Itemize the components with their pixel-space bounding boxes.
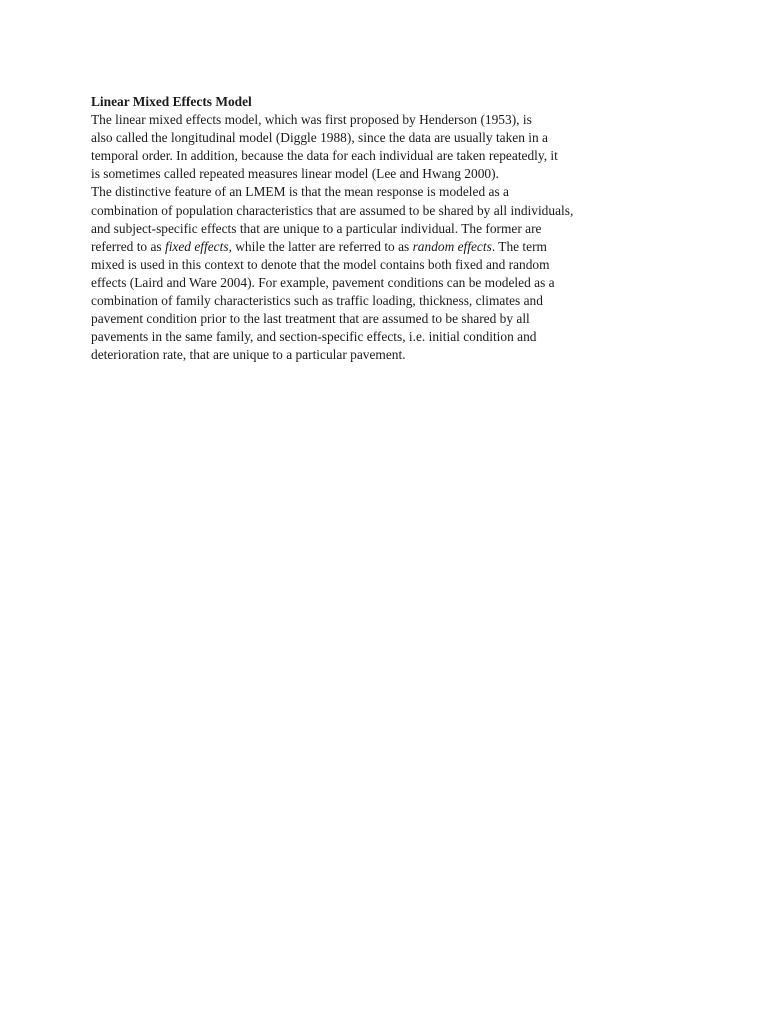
paragraph-2-line-10: deterioration rate, that are unique to a particular pavement. (91, 347, 406, 363)
paragraph-1-line-2: also called the longitudinal model (Diggle 1988), since the data are usually taken in a (91, 130, 549, 146)
paragraph-2-line-8: pavement condition prior to the last treatment that are assumed to be shared by all (91, 311, 530, 327)
paragraph-1 (91, 111, 651, 183)
paragraph-2-line-2: combination of population characteristics that are assumed to be shared by all individuals, (91, 202, 574, 218)
document-page (91, 93, 651, 364)
paragraph-2-line-1: The distinctive feature of an LMEM is that the mean response is modeled as a (91, 184, 509, 200)
paragraph-2-line-4 (91, 238, 651, 256)
paragraph-2 (91, 183, 651, 364)
line-4-text-c: . The term (491, 238, 547, 254)
paragraph-1-line-3: temporal order. In addition, because the data for each individual are taken repeatedly, it (91, 148, 558, 164)
document-title: Linear Mixed Effects Model (91, 94, 252, 109)
paragraph-2-line-6: effects (Laird and Ware 2004). For example, pavement conditions can be modeled as a (91, 274, 555, 290)
paragraph-1-line-4: is sometimes called repeated measures linear model (Lee and Hwang 2000). (91, 166, 499, 182)
paragraph-2-line-5: mixed is used in this context to denote that the model contains both fixed and random (91, 256, 550, 272)
paragraph-2-line-7: combination of family characteristics such as traffic loading, thickness, climates and (91, 293, 543, 309)
fixed-effects-term: fixed effects (164, 238, 229, 254)
paragraph-1-line-1: The linear mixed effects model, which was first proposed by Henderson (1953), is (91, 112, 532, 128)
random-effects-term: random effects (412, 238, 492, 254)
paragraph-2-line-9: pavements in the same family, and section-specific effects, i.e. initial condition and (91, 329, 537, 345)
line-4-text-a: referred to as (91, 238, 165, 254)
paragraph-2-line-3: and subject-specific effects that are unique to a particular individual. The former are (91, 220, 542, 236)
line-4-text-b: , while the latter are referred to as (228, 238, 413, 254)
